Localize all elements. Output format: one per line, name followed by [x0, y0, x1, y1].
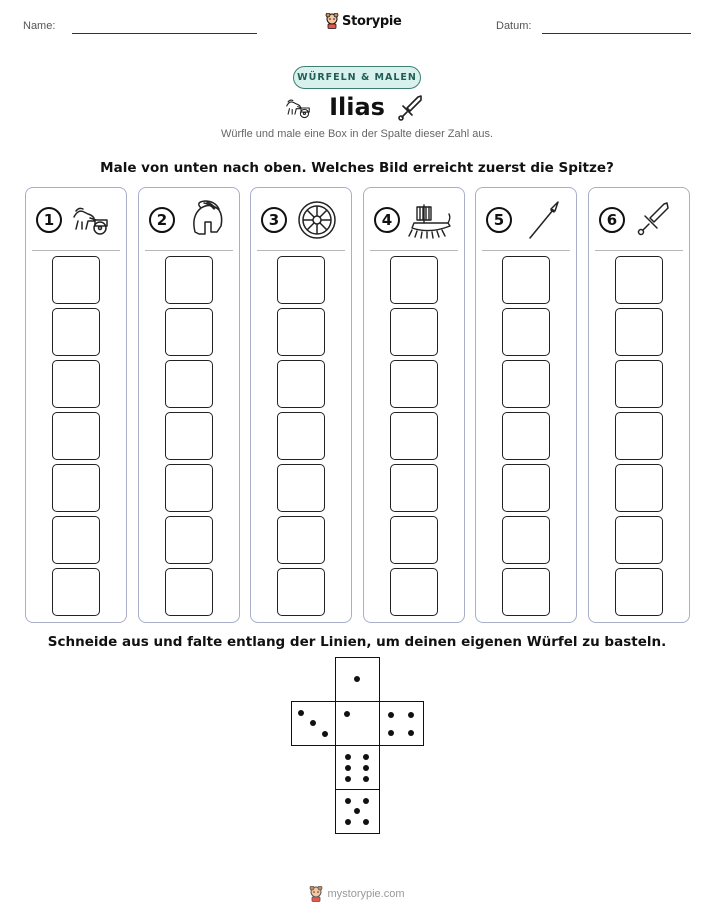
die-pip: [363, 765, 369, 771]
color-box[interactable]: [165, 464, 213, 512]
column-divider: [370, 250, 458, 251]
color-box[interactable]: [502, 360, 550, 408]
color-box[interactable]: [52, 568, 100, 616]
die-pip: [345, 819, 351, 825]
die-pip: [345, 754, 351, 760]
color-box[interactable]: [615, 568, 663, 616]
color-box[interactable]: [277, 360, 325, 408]
column-divider: [145, 250, 233, 251]
column-header: [364, 188, 464, 250]
worksheet-title: Ilias: [329, 93, 385, 121]
column-header: [139, 188, 239, 250]
column-divider: [482, 250, 570, 251]
color-box[interactable]: [390, 360, 438, 408]
die-face-3: [291, 701, 336, 746]
die-pip: [408, 730, 414, 736]
column-number: 1: [36, 207, 62, 233]
color-box[interactable]: [165, 568, 213, 616]
color-box[interactable]: [502, 568, 550, 616]
color-box[interactable]: [165, 256, 213, 304]
color-box[interactable]: [502, 516, 550, 564]
spear-icon: [520, 200, 564, 240]
die-pip: [363, 819, 369, 825]
color-box[interactable]: [615, 464, 663, 512]
color-box[interactable]: [277, 464, 325, 512]
column-divider: [595, 250, 683, 251]
die-pip: [363, 776, 369, 782]
brand-name: Storypie: [342, 13, 402, 29]
name-label: Name:: [23, 20, 56, 32]
die-pip: [388, 730, 394, 736]
color-box[interactable]: [52, 308, 100, 356]
storypie-mascot-icon: [309, 886, 323, 902]
die-pip: [354, 676, 360, 682]
color-box[interactable]: [502, 256, 550, 304]
dice-column-2: [138, 187, 240, 623]
color-box[interactable]: [165, 308, 213, 356]
die-face-4: [379, 701, 424, 746]
color-box[interactable]: [277, 412, 325, 460]
footer: [0, 886, 714, 902]
storypie-mascot-icon: [325, 13, 339, 29]
dice-column-3: [250, 187, 352, 623]
helmet-icon: [183, 200, 227, 240]
color-box[interactable]: [615, 256, 663, 304]
column-header: [251, 188, 351, 250]
color-box[interactable]: [52, 464, 100, 512]
instruction-heading: Male von unten nach oben. Welches Bild erreicht zuerst die Spitze?: [100, 160, 614, 176]
color-box[interactable]: [390, 516, 438, 564]
color-box[interactable]: [165, 360, 213, 408]
die-pip: [345, 776, 351, 782]
color-box[interactable]: [165, 516, 213, 564]
color-box[interactable]: [52, 256, 100, 304]
color-box[interactable]: [277, 516, 325, 564]
die-face-1-center: [335, 701, 380, 746]
die-pip: [354, 808, 360, 814]
shield-icon: [295, 200, 339, 240]
column-header: [26, 188, 126, 250]
dice-column-6: [588, 187, 690, 623]
die-pip: [345, 765, 351, 771]
date-label: Datum:: [496, 20, 532, 32]
die-pip: [298, 710, 304, 716]
title-row: [0, 93, 714, 125]
color-box[interactable]: [52, 360, 100, 408]
column-header: [589, 188, 689, 250]
dice-column-4: [363, 187, 465, 623]
die-pip: [310, 720, 316, 726]
color-box[interactable]: [277, 568, 325, 616]
die-face-5: [335, 789, 380, 834]
color-box[interactable]: [615, 360, 663, 408]
color-box[interactable]: [165, 412, 213, 460]
color-box[interactable]: [615, 308, 663, 356]
die-pip: [388, 712, 394, 718]
date-field-line: [542, 33, 691, 34]
footer-website[interactable]: mystorypie.com: [327, 888, 405, 900]
column-divider: [257, 250, 345, 251]
sword-icon: [397, 93, 425, 123]
dice-column-1: [25, 187, 127, 623]
color-box[interactable]: [277, 308, 325, 356]
die-pip: [322, 731, 328, 737]
sword-icon: [633, 200, 677, 240]
color-box[interactable]: [390, 568, 438, 616]
color-box[interactable]: [52, 516, 100, 564]
subtitle: Würfle und male eine Box in der Spalte dieser Zahl aus.: [220, 128, 494, 140]
color-box[interactable]: [390, 464, 438, 512]
color-box[interactable]: [615, 412, 663, 460]
color-box[interactable]: [502, 412, 550, 460]
storypie-logo: [325, 13, 402, 29]
column-header: [476, 188, 576, 250]
die-pip: [345, 798, 351, 804]
color-box[interactable]: [390, 412, 438, 460]
die-pip: [408, 712, 414, 718]
cutout-instruction: Schneide aus und falte entlang der Linien, um deinen eigenen Würfel zu basteln.: [47, 634, 667, 650]
color-box[interactable]: [390, 256, 438, 304]
color-box[interactable]: [502, 464, 550, 512]
column-number: 3: [261, 207, 287, 233]
column-number: 6: [599, 207, 625, 233]
die-pip: [363, 798, 369, 804]
column-divider: [32, 250, 120, 251]
color-box[interactable]: [390, 308, 438, 356]
color-box[interactable]: [615, 516, 663, 564]
die-face-6: [335, 745, 380, 790]
color-box[interactable]: [52, 412, 100, 460]
color-box[interactable]: [277, 256, 325, 304]
chariot-icon: [70, 200, 114, 240]
column-number: 2: [149, 207, 175, 233]
die-pip: [363, 754, 369, 760]
name-field-line: [72, 33, 257, 34]
activity-badge: WÜRFELN & MALEN: [293, 66, 421, 89]
color-box[interactable]: [502, 308, 550, 356]
die-face-1: [335, 657, 380, 702]
column-number: 5: [486, 207, 512, 233]
die-pip: [344, 711, 350, 717]
column-number: 4: [374, 207, 400, 233]
dice-column-5: [475, 187, 577, 623]
ship-icon: [408, 200, 452, 240]
